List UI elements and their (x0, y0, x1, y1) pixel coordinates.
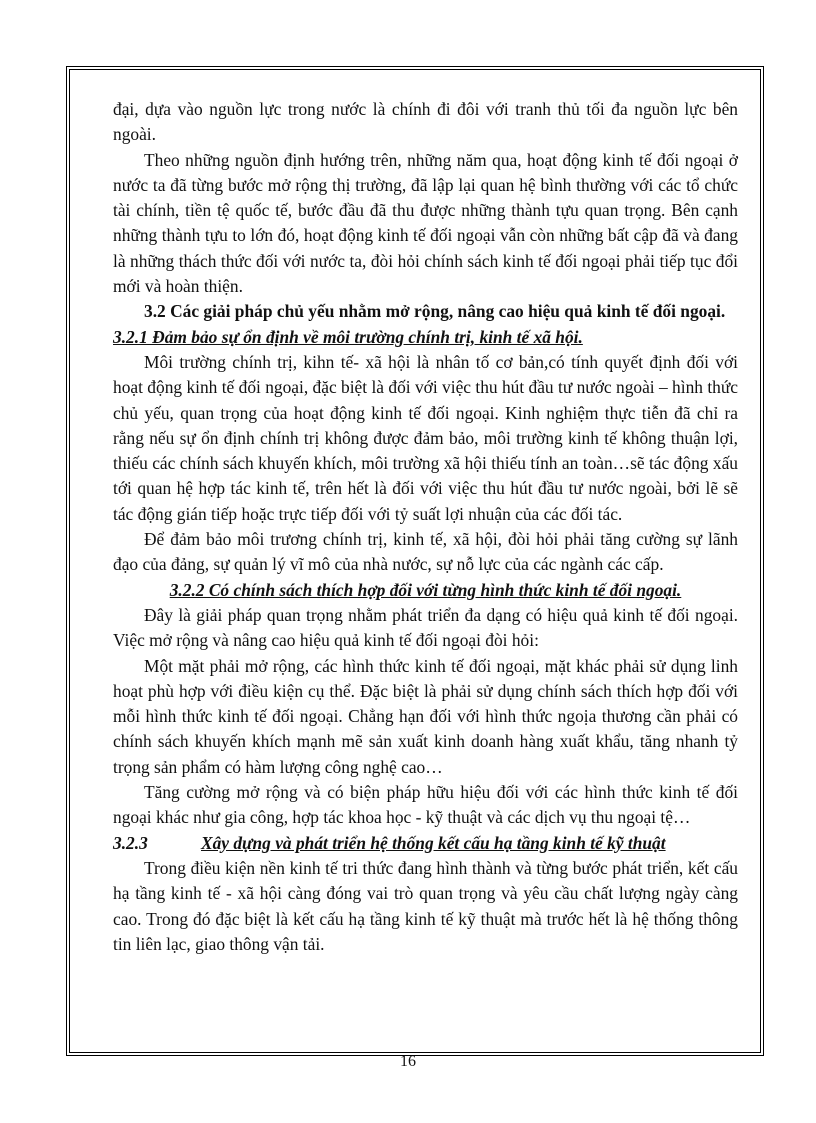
heading-3-2-2 (113, 578, 738, 603)
heading-3-2-3 (113, 831, 738, 856)
heading-3-2-1-text: 3.2.1 Đảm bảo sự ổn định về môi trường chính trị, kinh tế xã hội. (113, 326, 583, 347)
paragraph-5: Đây là giải pháp quan trọng nhằm phát triển đa dạng có hiệu quả kinh tế đối ngoại. Việc mở rộng và nâng cao hiệu quả kinh tế đối ngoại đòi hỏi: (113, 604, 738, 651)
heading-3-2-3-number: 3.2.3 (113, 832, 148, 853)
heading-3-2-3-text: Xây dựng và phát triển hệ thống kết cấu hạ tầng kinh tế kỹ thuật (201, 832, 666, 853)
document-body (113, 97, 738, 957)
heading-3-2-1 (113, 325, 738, 350)
paragraph-1: đại, dựa vào nguồn lực trong nước là chính đi đôi với tranh thủ tối đa nguồn lực bên ngoài. (113, 99, 738, 145)
paragraph-6: Một mặt phải mở rộng, các hình thức kinh tế đối ngoại, mặt khác phải sử dụng linh hoạt phù hợp với điều kiện cụ thể. Đặc biệt là phải sử dụng chính sách thích hợp đối với mỗi hình thức kinh tế đối ngoại. Chẳng hạn đối với hình thức ngoịa thương cần phải có chính sách khuyến khích mạnh mẽ sản xuất kinh doanh hàng xuất khẩu, tăng nhanh tỷ trọng sản phẩm có hàm lượng công nghệ cao… (113, 655, 738, 777)
heading-3-2: 3.2 Các giải pháp chủ yếu nhằm mở rộng, nâng cao hiệu quả kinh tế đối ngoại. (144, 301, 726, 322)
paragraph-4: Để đảm bảo môi trương chính trị, kinh tế, xã hội, đòi hỏi phải tăng cường sự lãnh đạo của đảng, sự quản lý vĩ mô của nhà nước, sự nỗ lực của các ngành các cấp. (113, 529, 738, 575)
paragraph-7: Tăng cường mở rộng và có biện pháp hữu hiệu đối với các hình thức kinh tế đối ngoại khác như gia công, hợp tác khoa học - kỹ thuật và các dịch vụ thu ngoại tệ… (113, 782, 738, 828)
heading-3-2-2-text: 3.2.2 Có chính sách thích hợp đối với từng hình thức kinh tế đối ngoại. (169, 579, 682, 600)
paragraph-3: Môi trường chính trị, kihn tế- xã hội là nhân tố cơ bản,có tính quyết định đối với hoạt động kinh tế đối ngoại, đặc biệt là đối với việc thu hút đầu tư nước ngoài – hình thức chủ yếu, quan trọng của hoạt động kinh tế đối ngoại. Kinh nghiệm thực tiễn đã chỉ ra rằng nếu sự ổn định chính trị không được đảm bảo, môi trường kinh tế không thuận lợi, thiếu các chính sách khuyến khích, môi trường xã hội thiếu tính an toàn…sẽ tác động xấu tới quan hệ hợp tác kinh tế, trên hết là đối với việc thu hút đầu tư nước ngoài, bởi lẽ sẽ tác động gián tiếp hoặc trực tiếp đối với tỷ suất lợi nhuận của các đối tác. (113, 351, 738, 524)
paragraph-8: Trong điều kiện nền kinh tế tri thức đang hình thành và từng bước phát triển, kết cấu hạ tầng kinh tế - xã hội càng đóng vai trò quan trọng và yêu cầu chất lượng ngày càng cao. Trong đó đặc biệt là kết cấu hạ tầng kinh tế kỹ thuật mà trước hết là hệ thống thông tin liên lạc, giao thông vận tải. (113, 857, 738, 954)
paragraph-2: Theo những nguồn định hướng trên, những năm qua, hoạt động kinh tế đối ngoại ở nước ta đã từng bước mở rộng thị trường, đã lập lại quan hệ bình thường với các tổ chức tài chính, tiền tệ quốc tế, bước đầu đã thu được những thành tựu quan trọng. Bên cạnh những thành tựu to lớn đó, hoạt động kinh tế đối ngoại vẫn còn những bất cập đã và đang là những thách thức đối với nước ta, đòi hỏi chính sách kinh tế đối ngoại phải tiếp tục đổi mới và hoàn thiện. (113, 149, 738, 297)
page-number: 16 (400, 1053, 416, 1070)
